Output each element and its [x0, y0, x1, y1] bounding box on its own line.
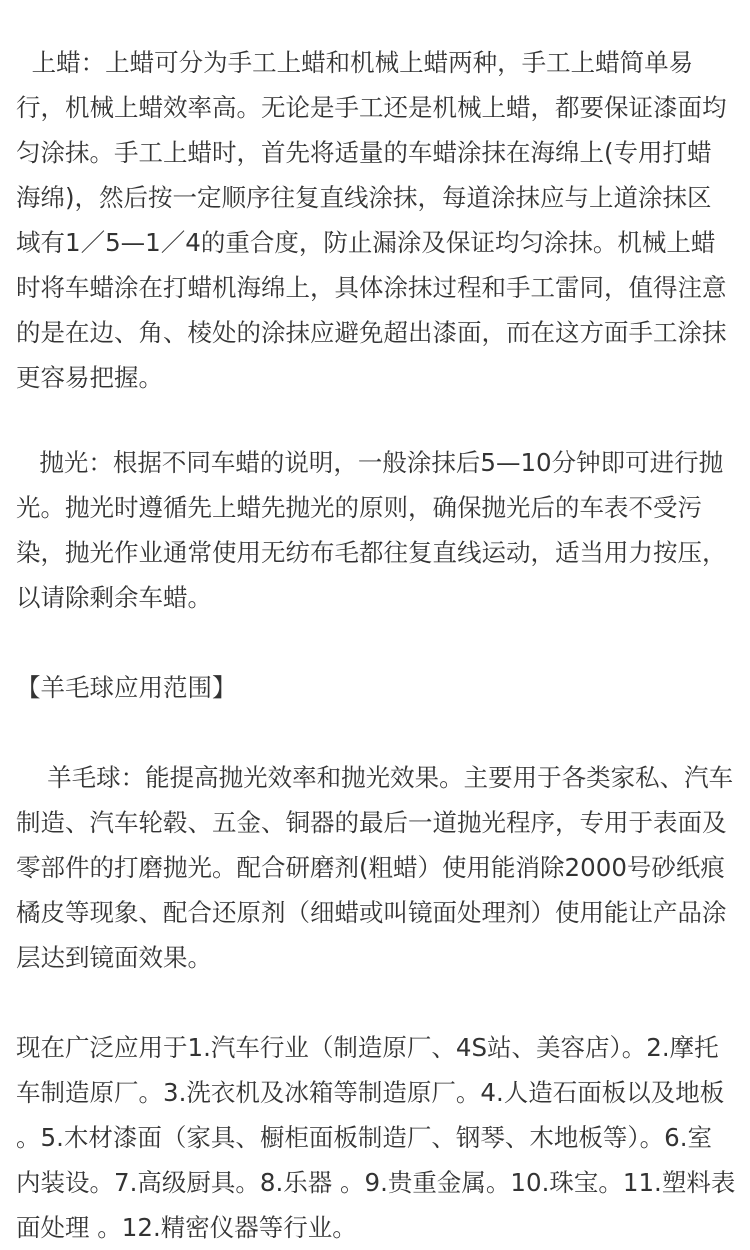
wool-ball-paragraph: 羊毛球：能提高抛光效率和抛光效果。主要用于各类家私、汽车制造、汽车轮毂、五金、铜器的最后一道抛光程序，专用于表面及零部件的打磨抛光。配合研磨剂(粗蜡）使用能消除2000号砂纸痕 橘皮等现象、配合还原剂（细蜡或叫镜面处理剂）使用能让产品涂层达到镜面效果。: [16, 763, 734, 972]
waxing-paragraph: 上蜡：上蜡可分为手工上蜡和机械上蜡两种，手工上蜡简单易行，机械上蜡效率高。无论是手工还是机械上蜡，都要保证漆面均匀涂抹。手工上蜡时，首先将适量的车蜡涂抹在海绵上(专用打蜡海绵)，然后按一定顺序往复直线涂抹，每道涂抹应与上道涂抹区域有1／5—1／4的重合度，防止漏涂及保证均匀涂抹。机械上蜡时将车蜡涂在打蜡机海绵上，具体涂抹过程和手工雷同，值得注意的是在边、角、棱处的涂抹应避免超出漆面，而在这方面手工涂抹更容易把握。: [16, 48, 727, 392]
section-heading: 【羊毛球应用范围】: [16, 673, 237, 702]
applications-paragraph: 现在广泛应用于1.汽车行业（制造原厂、4S站、美容店）。2.摩托车制造原厂。3.洗衣机及冰箱等制造原厂。4.人造石面板以及地板 。5.木材漆面（家具、橱柜面板制造厂、钢琴、木地板等）。6.室内装设。7.高级厨具。8.乐器 。9.贵重金属。10.珠宝。11.塑料表面处理 。12.精密仪器等行业。: [16, 1033, 736, 1242]
polishing-paragraph: 抛光：根据不同车蜡的说明，一般涂抹后5—10分钟即可进行抛光。抛光时遵循先上蜡先抛光的原则，确保抛光后的车表不受污染，抛光作业通常使用无纺布毛都往复直线运动，适当用力按压，以请除剩余车蜡。: [16, 448, 727, 612]
article-body: [16, 40, 736, 1250]
